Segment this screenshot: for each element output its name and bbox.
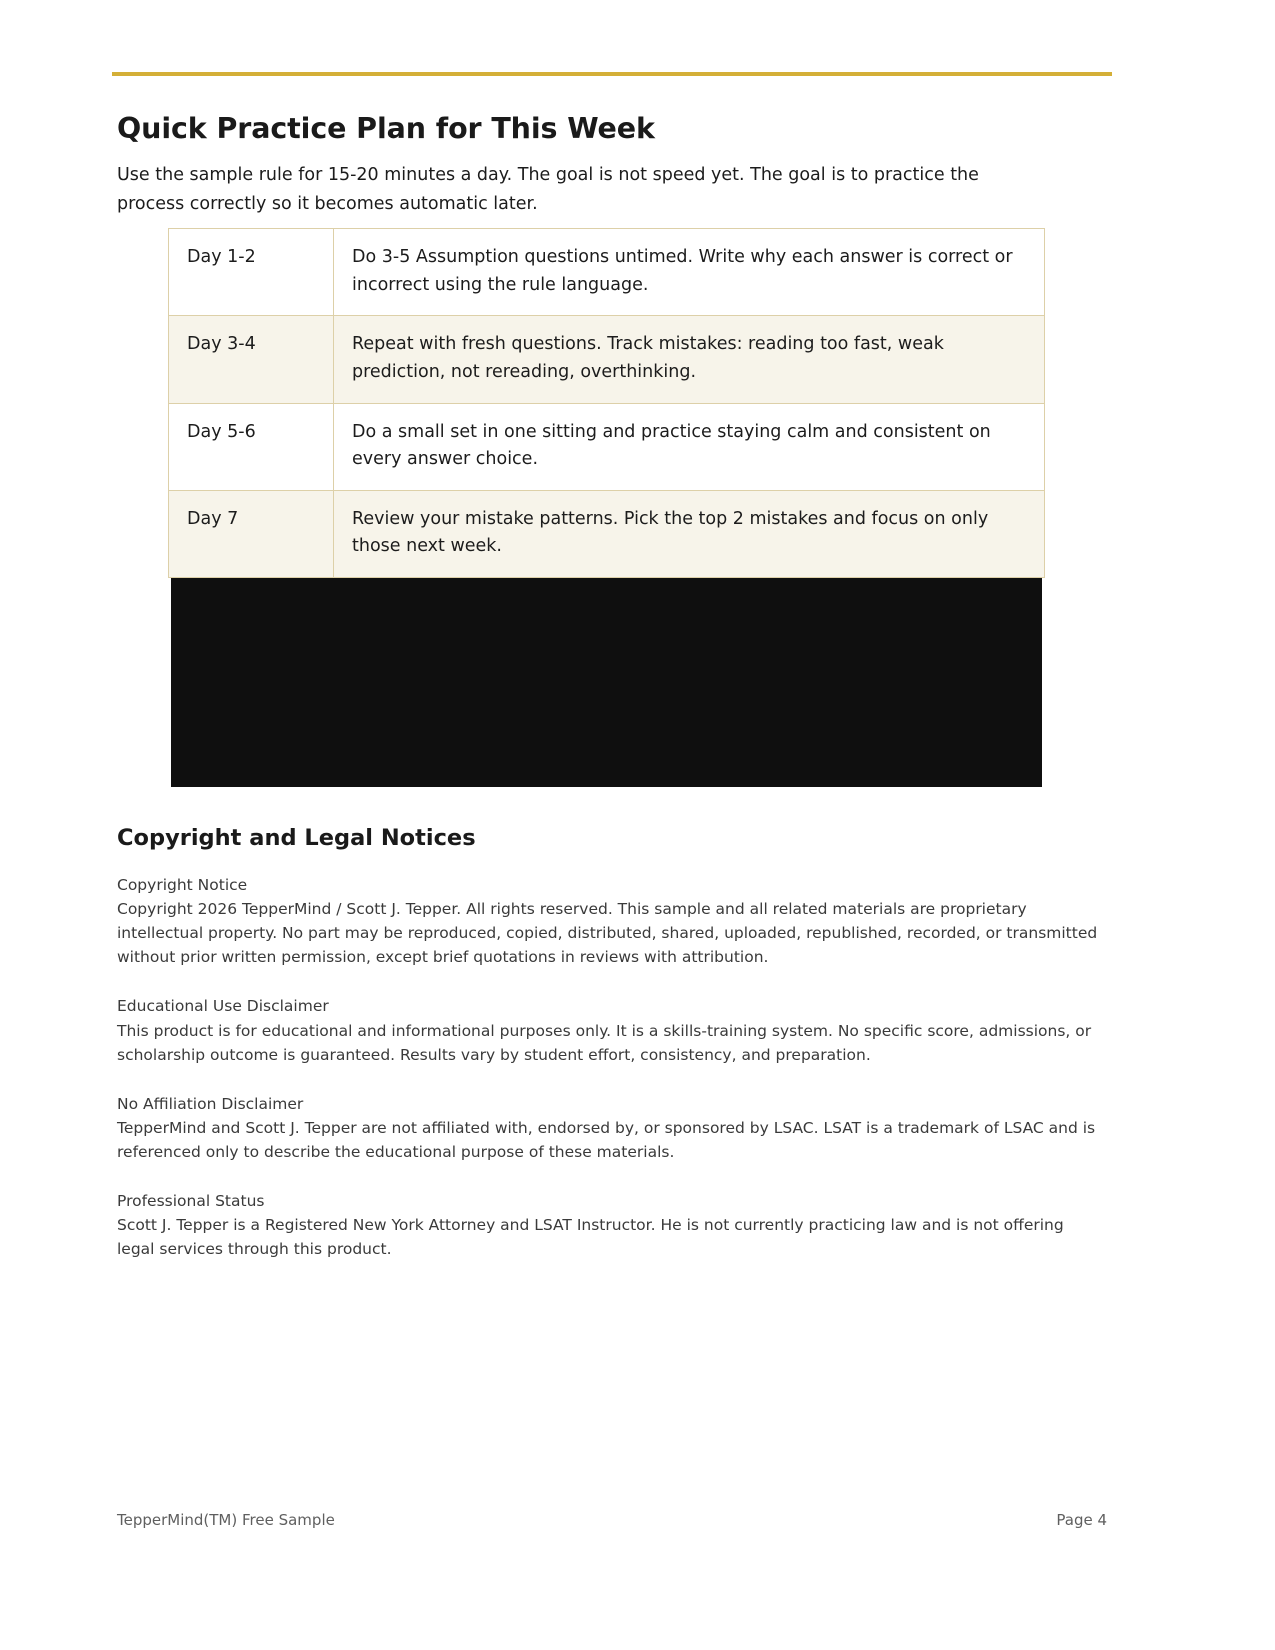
table-cell-day: Day 1-2 bbox=[169, 229, 334, 316]
page-footer bbox=[117, 1511, 1107, 1529]
table-cell-day: Day 3-4 bbox=[169, 316, 334, 403]
intro-paragraph: Use the sample rule for 15-20 minutes a day. The goal is not speed yet. The goal is to practice the process correctly so it becomes automatic later. bbox=[117, 165, 979, 214]
page-header bbox=[117, 112, 1107, 218]
legal-block-no-affiliation-disclaimer bbox=[117, 1093, 1102, 1164]
legal-block-heading: No Affiliation Disclaimer bbox=[117, 1094, 304, 1113]
table-row bbox=[169, 490, 1045, 577]
footer-page-number: Page 4 bbox=[1056, 1511, 1107, 1529]
legal-block-professional-status bbox=[117, 1190, 1102, 1261]
legal-block-body: Copyright 2026 TepperMind / Scott J. Tepper. All rights reserved. This sample and all related materials are proprietary intellectual property. No part may be reproduced, copied, distributed, shared, uploaded, republished, recorded, or transmitted without prior written permission, except brief quotations in reviews with attribution. bbox=[117, 900, 1098, 967]
table-cell-day: Day 5-6 bbox=[169, 403, 334, 490]
table-cell-task: Do a small set in one sitting and practice staying calm and consistent on every answer choice. bbox=[334, 403, 1045, 490]
table-cell-task: Review your mistake patterns. Pick the top 2 mistakes and focus on only those next week. bbox=[334, 490, 1045, 577]
practice-plan-table bbox=[168, 228, 1045, 578]
table-cell-task: Do 3-5 Assumption questions untimed. Write why each answer is correct or incorrect using the rule language. bbox=[334, 229, 1045, 316]
legal-block-body: Scott J. Tepper is a Registered New York Attorney and LSAT Instructor. He is not currently practicing law and is not offering legal services through this product. bbox=[117, 1216, 1064, 1259]
header-accent-rule bbox=[112, 72, 1112, 76]
legal-section bbox=[117, 825, 1102, 1261]
practice-plan-table-wrapper bbox=[168, 228, 1045, 578]
legal-block-educational-use-disclaimer bbox=[117, 995, 1102, 1066]
legal-section-title: Copyright and Legal Notices bbox=[117, 825, 476, 851]
legal-block-heading: Educational Use Disclaimer bbox=[117, 997, 329, 1016]
redacted-image-block bbox=[171, 578, 1042, 787]
table-row bbox=[169, 229, 1045, 316]
table-row bbox=[169, 403, 1045, 490]
table-cell-task: Repeat with fresh questions. Track mistakes: reading too fast, weak prediction, not rereading, overthinking. bbox=[334, 316, 1045, 403]
legal-block-copyright-notice bbox=[117, 874, 1102, 969]
legal-block-body: TepperMind and Scott J. Tepper are not affiliated with, endorsed by, or sponsored by LSAC. LSAT is a trademark of LSAC and is referenced only to describe the educational purpose of these materials. bbox=[117, 1118, 1096, 1161]
page-title: Quick Practice Plan for This Week bbox=[117, 112, 655, 145]
table-cell-day: Day 7 bbox=[169, 490, 334, 577]
table-row bbox=[169, 316, 1045, 403]
legal-block-heading: Copyright Notice bbox=[117, 876, 248, 894]
legal-block-body: This product is for educational and informational purposes only. It is a skills-training system. No specific score, admissions, or scholarship outcome is guaranteed. Results vary by student effort, consistency, and preparation. bbox=[117, 1021, 1092, 1064]
footer-left-label: TepperMind(TM) Free Sample bbox=[117, 1511, 335, 1529]
legal-block-heading: Professional Status bbox=[117, 1191, 265, 1210]
